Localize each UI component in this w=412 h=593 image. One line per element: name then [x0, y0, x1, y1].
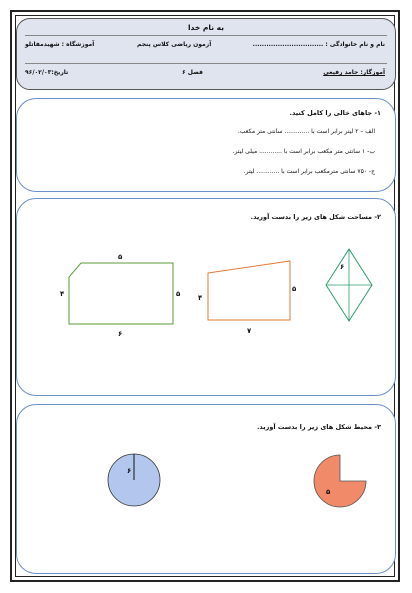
cut-rect-label-right: ۵ [176, 290, 181, 298]
cut-rect-label-bottom: ۶ [118, 330, 123, 338]
circle-figure [106, 451, 166, 511]
teacher-name: آموزگار: حامد رفیعی [323, 69, 385, 76]
exam-header [16, 18, 396, 90]
question-1-line-a: الف – ۲ لیتر برابر است با ............. سانتی متر مکعب. [237, 128, 375, 135]
sector-radius-label: ۵ [326, 488, 331, 496]
student-name-field: نام و نام خانوادگی : ............................... [252, 41, 385, 48]
question-1-line-b: ب- ۱ سانتی متر مکعب برابر است با ............ میلی لیتر. [232, 148, 375, 155]
exam-title: آزمون ریاضی کلاس پنجم [137, 41, 212, 48]
cut-rectangle-figure [55, 253, 181, 338]
question-1-line-c: ج- ۷۵۰ سانتی مترمکعب برابر است با ............ لیتر. [243, 168, 375, 175]
trapezoid-label-right: ۵ [292, 285, 297, 293]
question-2-box [16, 198, 396, 396]
rhombus-label: ۶ [340, 263, 345, 271]
trapezoid-label-bottom: ۷ [247, 327, 252, 335]
exam-date: تاریخ:۹۶/۰۲/۰۳ [25, 69, 69, 76]
question-3-title: ۳- محیط شکل های زیر را بدست آورید. [256, 423, 381, 431]
trapezoid-figure [198, 261, 303, 341]
cut-rect-label-top: ۵ [118, 253, 123, 261]
header-title: به نام خدا [187, 23, 225, 32]
sector-figure [312, 453, 372, 513]
question-1-title: ۱- جاهای خالی را کامل کنید. [289, 109, 381, 117]
chapter-label: فصل ۶ [182, 69, 203, 76]
cut-rect-label-left: ۴ [60, 290, 65, 298]
question-3-box [16, 404, 396, 574]
question-1-box [16, 98, 396, 192]
school-name: آموزشگاه : شهیدمفاتلو [25, 41, 95, 48]
question-2-title: ۲- مساحت شکل های زیر را بدست آورید. [250, 213, 381, 221]
rhombus-figure [326, 249, 376, 329]
trapezoid-label-left: ۴ [198, 294, 203, 302]
circle-radius-label: ۶ [127, 467, 132, 475]
